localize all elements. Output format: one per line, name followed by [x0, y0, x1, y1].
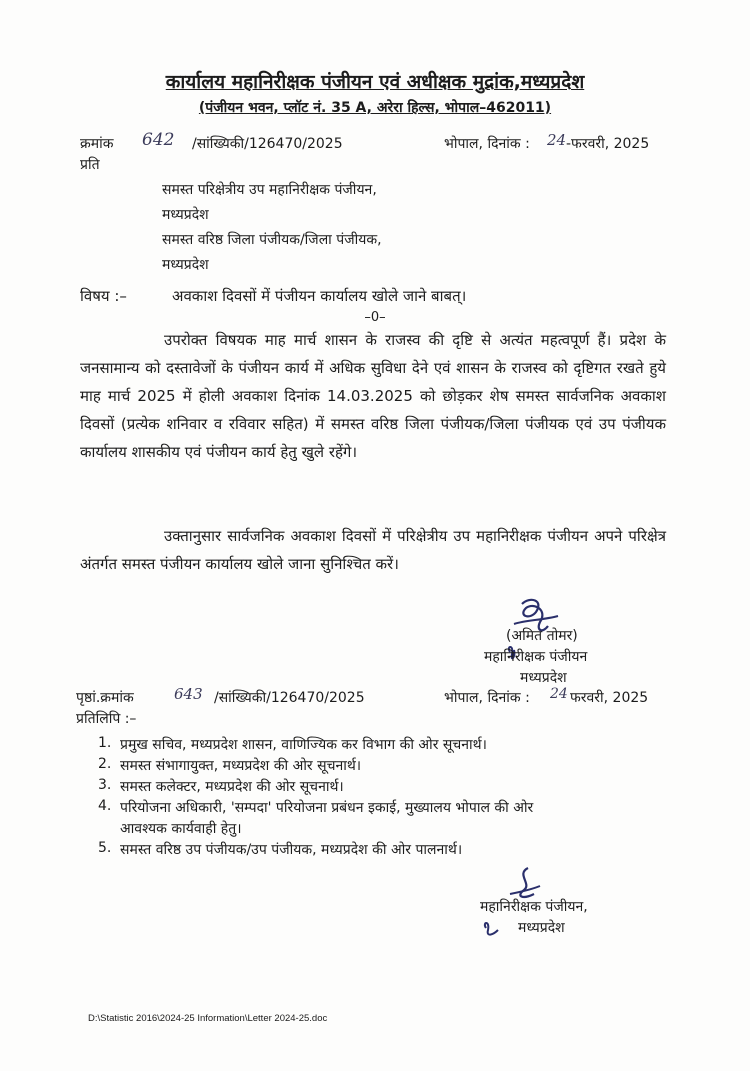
signatory-name: (अमित तोमर) — [506, 628, 578, 644]
addressee-line-3: समस्त वरिष्ठ जिला पंजीयक/जिला पंजीयक, — [162, 232, 382, 248]
body-paragraph-1: उपरोक्त विषयक माह मार्च शासन के राजस्व की दृष्टि से अत्यंत महत्वपूर्ण हैं। प्रदेश के जनसामान्य को दस्तावेजों के पंजीयन कार्य में अधिक सुविधा देने एवं शासन के राजस्व को दृष्टिगत रखते हुये माह मार्च 2025 में होली अवकाश दिनांक 14.03.2025 को छोड़कर शेष समस्त सार्वजनिक अवकाश दिवसों (प्रत्येक शनिवार व रविवार सहित) में समस्त वरिष्ठ जिला पंजीयक/जिला पंजीयक एवं उप पंजीयक कार्यालय शासकीय एवं पंजीयन कार्य हेतु खुले रहेंगे। — [80, 331, 666, 461]
subject-label: विषय :– — [80, 287, 127, 305]
copy-item-text: प्रमुख सचिव, मध्यप्रदेश शासन, वाणिज्यिक कर विभाग की ओर सूचनार्थ। — [120, 737, 487, 753]
copy-item-number: 4. — [98, 798, 112, 814]
signatory-state: मध्यप्रदेश — [520, 670, 567, 686]
signatory-designation: महानिरीक्षक पंजीयन — [484, 649, 588, 665]
copy-item-text-continued: आवश्यक कार्यवाही हेतु। — [120, 821, 242, 837]
copy-item-number: 5. — [98, 840, 112, 856]
copy-item-number: 3. — [98, 777, 112, 793]
subject-separator: –0– — [364, 310, 386, 325]
body-paragraph-2: उक्तानुसार सार्वजनिक अवकाश दिवसों में परिक्षेत्रीय उप महानिरीक्षक पंजीयन अपने परिक्षेत्र अंतर्गत समस्त पंजीयन कार्यालय खोले जाना सुनिश्चित करें। — [80, 527, 666, 573]
endorsement-day-handwritten: 24 — [550, 686, 568, 702]
ref-date-prefix: भोपाल, दिनांक : — [444, 136, 530, 152]
file-path-footer: D:\Statistic 2016\2024-25 Information\Letter 2024-25.doc — [88, 1013, 328, 1024]
copy-item-number: 2. — [98, 756, 112, 772]
ref-month-year: -फरवरी, 2025 — [566, 136, 650, 152]
ref-label: क्रमांक — [80, 136, 114, 152]
copy-item-number: 1. — [98, 735, 112, 751]
ref-number-handwritten: 642 — [142, 130, 175, 150]
office-title: कार्यालय महानिरीक्षक पंजीयन एवं अधीक्षक मुद्रांक,मध्यप्रदेश — [165, 71, 585, 93]
endorsement-number-handwritten: 643 — [174, 685, 203, 703]
addressee-line-1: समस्त परिक्षेत्रीय उप महानिरीक्षक पंजीयन, — [162, 182, 377, 198]
copy-item-text: समस्त वरिष्ठ उप पंजीयक/उप पंजीयक, मध्यप्रदेश की ओर पालनार्थ। — [120, 842, 463, 858]
to-label: प्रति — [80, 157, 100, 173]
endorsement-date-prefix: भोपाल, दिनांक : — [444, 690, 530, 706]
addressee-line-4: मध्यप्रदेश — [162, 257, 209, 273]
copy-label: प्रतिलिपि :– — [76, 711, 137, 727]
signatory2-designation: महानिरीक्षक पंजीयन, — [480, 899, 588, 915]
signatory2-state: मध्यप्रदेश — [518, 920, 565, 936]
copy-item-text: समस्त संभागायुक्त, मध्यप्रदेश की ओर सूचनार्थ। — [120, 758, 362, 774]
ref-suffix: /सांख्यिकी/126470/2025 — [192, 136, 343, 152]
ref-day-handwritten: 24 — [547, 131, 567, 149]
subject-text: अवकाश दिवसों में पंजीयन कार्यालय खोले जाने बाबत्। — [172, 287, 467, 305]
copy-item-text: समस्त कलेक्टर, मध्यप्रदेश की ओर सूचनार्थ। — [120, 779, 344, 795]
copy-item-text: परियोजना अधिकारी, 'सम्पदा' परियोजना प्रबंधन इकाई, मुख्यालय भोपाल की ओर — [120, 800, 534, 816]
office-address: (पंजीयन भवन, प्लॉट नं. 35 A, अरेरा हिल्स, भोपाल–462011) — [198, 100, 552, 116]
endorsement-month-year: फरवरी, 2025 — [570, 690, 649, 706]
endorsement-suffix: /सांख्यिकी/126470/2025 — [214, 690, 365, 706]
addressee-line-2: मध्यप्रदेश — [162, 207, 209, 223]
endorsement-label: पृष्ठां.क्रमांक — [76, 690, 134, 706]
